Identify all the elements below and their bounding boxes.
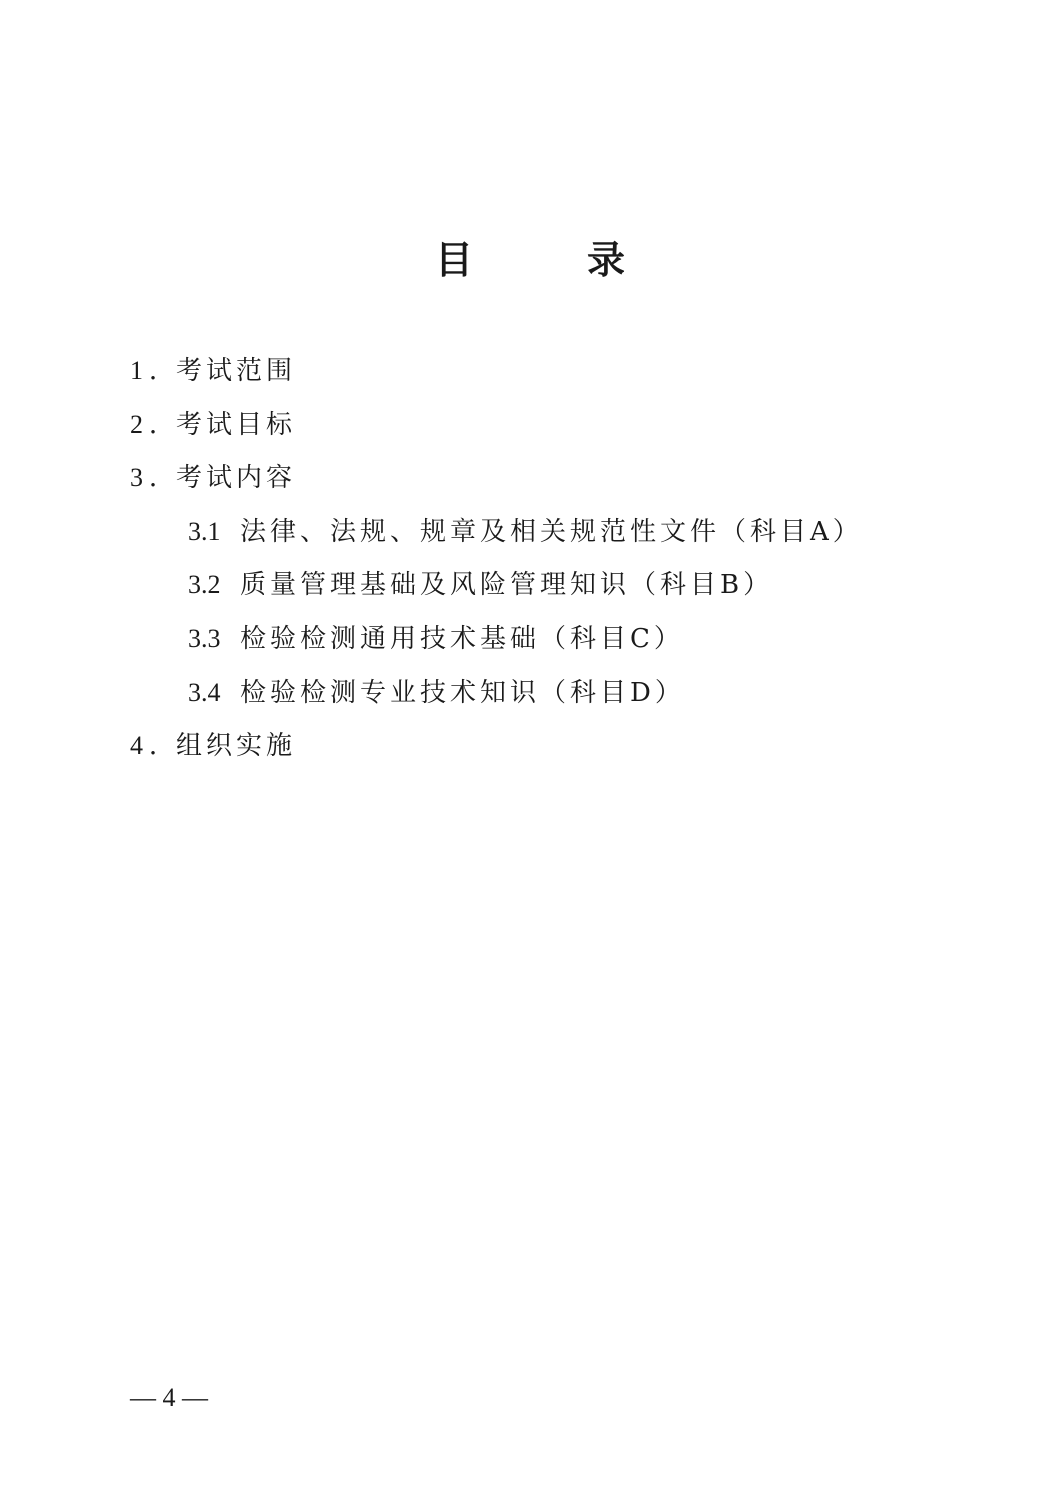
toc-entry-text: 检验检测专业技术知识（科目D） [240,677,685,708]
toc-entry-number: 3.2 [188,570,221,600]
toc-entry-3 [130,451,950,505]
toc-entry-text: 质量管理基础及风险管理知识（科目B） [240,570,774,601]
toc-entry-number: 3.3 [188,623,221,653]
toc-entry-text: 组织实施 [176,731,297,762]
toc-entry-3-1 [130,505,950,559]
toc-entry-text: 检验检测通用技术基础（科目C） [240,623,684,654]
toc-entry-number: 3． [130,463,182,493]
toc-entry-2 [130,398,950,452]
toc-entry-number: 2． [130,409,182,439]
toc-entry-text: 考试范围 [176,356,297,386]
toc-entry-number: 1． [130,356,182,385]
toc-entry-3-4 [130,666,950,720]
table-of-contents [130,344,950,773]
toc-entry-number: 4． [130,731,182,761]
toc-entry-3-3 [130,612,950,666]
toc-entry-text: 法律、法规、规章及相关规范性文件（科目A） [240,516,863,547]
toc-entry-1 [130,344,950,398]
toc-entry-3-2 [130,558,950,612]
toc-entry-text: 考试内容 [176,463,297,494]
toc-entry-number: 3.4 [188,677,221,707]
toc-entry-number: 3.1 [188,516,221,546]
toc-entry-4 [130,719,950,773]
page-number: — 4 — [130,1383,208,1412]
page-title: 目 录 [434,238,663,282]
toc-entry-text: 考试目标 [176,409,297,440]
